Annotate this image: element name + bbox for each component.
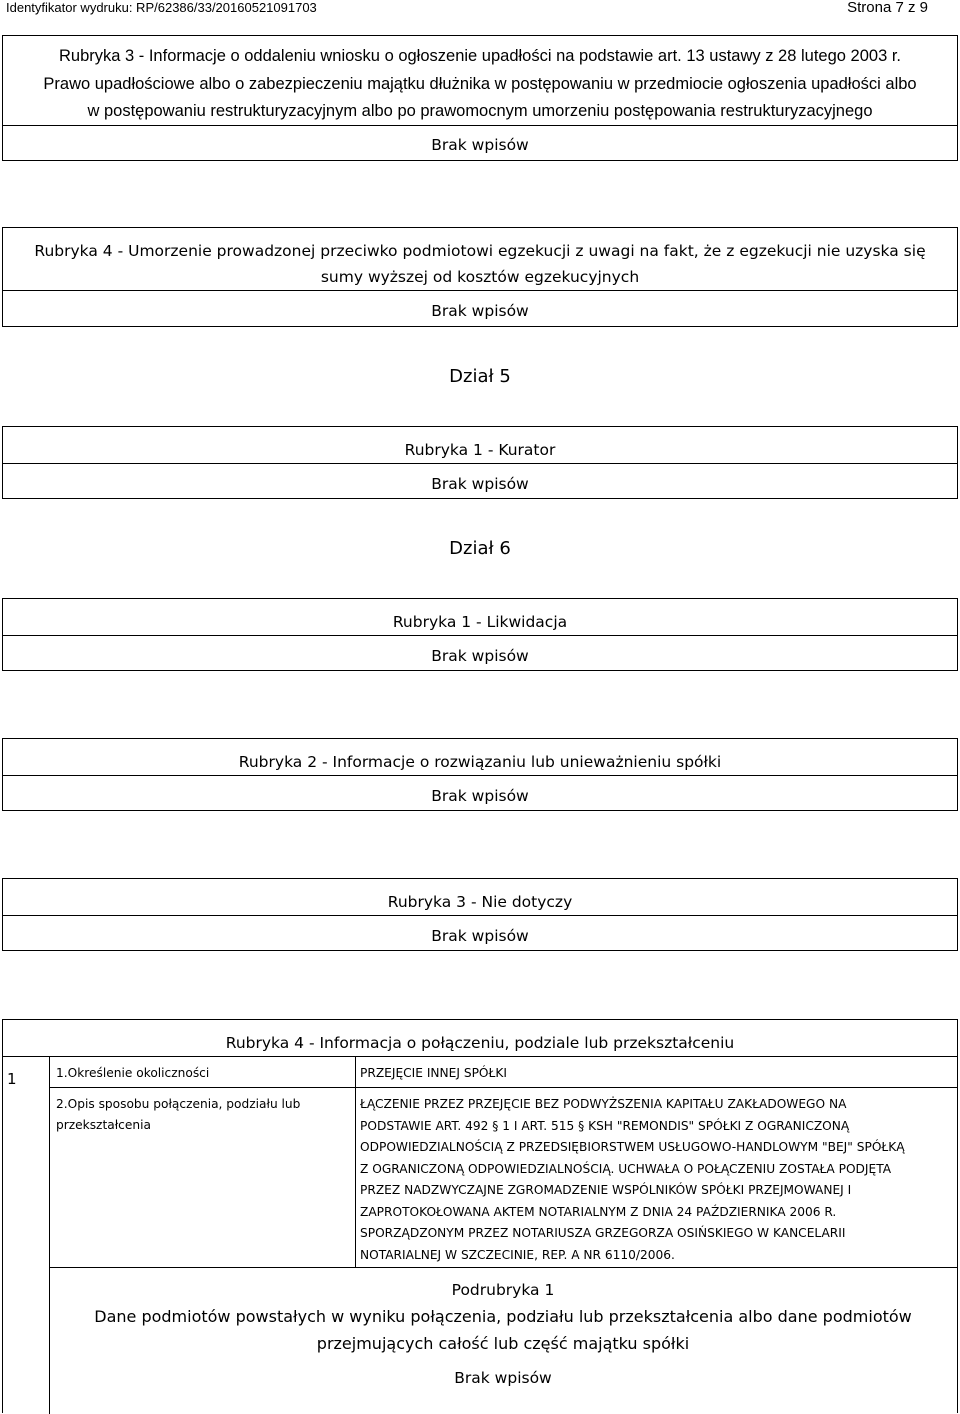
dzial6-title: Dział 6 [449,538,511,559]
dzial6-rubryka1-entry: Brak wpisów [431,647,529,665]
dzial6-rubryka4-box [2,1019,958,1413]
dzial6-rubryka2-box [2,738,958,811]
dzial5-title: Dział 5 [449,366,511,387]
podrubryka-desc-line1: Dane podmiotów powstałych w wyniku połączenia, podziału lub przekształcenia albo dane podmiotów [94,1307,912,1326]
dzial6-rubryka1-box [2,598,958,671]
podrubryka-title: Podrubryka 1 [451,1281,555,1299]
rubryka3-upadlosc-box [2,35,958,161]
field1-divider [49,1087,957,1088]
field2-value-line6: ZAPROTOKOŁOWANA AKTEM NOTARIALNYM Z DNIA 24 PAŹDZIERNIKA 2006 R. [360,1204,837,1219]
field2-label-line1: 2.Opis sposobu połączenia, podziału lub [56,1097,301,1111]
dzial6-rubryka3-box [2,878,958,951]
rubryka3-entry: Brak wpisów [431,136,529,154]
rubryka4-egzekucja-box [2,227,958,327]
rubryka4-title-line2: sumy wyższej od kosztów egzekucyjnych [320,268,640,286]
field2-label-line2: przekształcenia [56,1118,151,1132]
field1-value: PRZEJĘCIE INNEJ SPÓŁKI [360,1066,507,1080]
page-number-label: Strona 7 z 9 [847,0,928,16]
dzial5-rubryka1-title: Rubryka 1 - Kurator [404,441,556,459]
dzial6-rubryka2-entry: Brak wpisów [431,787,529,805]
dzial6-rubryka2-divider [3,775,957,776]
row-number-column-line [49,1056,50,1414]
row-number: 1 [7,1070,17,1088]
rubryka3-title-line2: Prawo upadłościowe albo o zabezpieczeniu majątku dłużnika w postępowaniu w przedmiocie ogłoszenia upadłości albo [43,75,917,93]
podrubryka-desc-line2: przejmujących całość lub część majątku spółki [316,1334,690,1353]
dzial6-rubryka4-title: Rubryka 4 - Informacja o połączeniu, podziale lub przekształceniu [225,1034,735,1052]
field2-divider [49,1267,957,1268]
rubryka3-divider [3,125,957,126]
dzial6-rubryka4-divider [3,1056,957,1057]
field2-value-line3: ODPOWIEDZIALNOŚCIĄ Z PRZEDSIĘBIORSTWEM USŁUGOWO-HANDLOWYM "BEJ" SPÓŁKĄ [360,1140,905,1154]
dzial5-rubryka1-entry: Brak wpisów [431,475,529,493]
rubryka3-title-line1: Rubryka 3 - Informacje o oddaleniu wniosku o ogłoszenie upadłości na podstawie art. 13 ustawy z 28 lutego 2003 r. [58,47,901,65]
dzial6-rubryka3-divider [3,915,957,916]
field2-value-line7: SPORZĄDZONYM PRZEZ NOTARIUSZA GRZEGORZA OSIŃSKIEGO W KANCELARII [360,1226,846,1240]
dzial6-rubryka2-title: Rubryka 2 - Informacje o rozwiązaniu lub unieważnieniu spółki [238,753,722,771]
dzial6-rubryka3-entry: Brak wpisów [431,927,529,945]
rubryka4-title-line1: Rubryka 4 - Umorzenie prowadzonej przeciwko podmiotowi egzekucji z uwagi na fakt, że z egzekucji nie uzyska się [34,242,926,260]
field2-value-line8: NOTARIALNEJ W SZCZECINIE, REP. A NR 6110/2006. [360,1247,675,1262]
field2-value-line5: PRZEZ NADZWYCZAJNE ZGROMADZENIE WSPÓLNIKÓW SPÓŁKI PRZEJMOWANEJ I [360,1183,852,1197]
rubryka4-entry: Brak wpisów [431,302,529,320]
dzial5-rubryka1-box [2,426,958,499]
dzial6-rubryka1-title: Rubryka 1 - Likwidacja [392,613,568,631]
rubryka3-title-line3: w postępowaniu restrukturyzacyjnym albo po prawomocnym umorzeniu postępowania restrukturyzacyjnego [87,102,873,120]
field2-value-line4: Z OGRANICZONĄ ODPOWIEDZIALNOŚCIĄ. UCHWAŁA O POŁĄCZENIU ZOSTAŁA PODJĘTA [360,1161,892,1176]
field1-label: 1.Określenie okoliczności [56,1066,210,1080]
podrubryka-entry: Brak wpisów [454,1369,552,1387]
rubryka4-divider [3,290,957,291]
dzial5-rubryka1-divider [3,463,957,464]
dzial6-rubryka3-title: Rubryka 3 - Nie dotyczy [387,893,573,911]
dzial6-rubryka1-divider [3,635,957,636]
print-id-label: Identyfikator wydruku: RP/62386/33/20160521091703 [6,0,317,15]
field2-value-line1: ŁĄCZENIE PRZEZ PRZEJĘCIE BEZ PODWYŻSZENIA KAPITAŁU ZAKŁADOWEGO NA [360,1097,847,1111]
field2-value-line2: PODSTAWIE ART. 492 § 1 I ART. 515 § KSH "REMONDIS" SPÓŁKI Z OGRANICZONĄ [360,1118,850,1133]
